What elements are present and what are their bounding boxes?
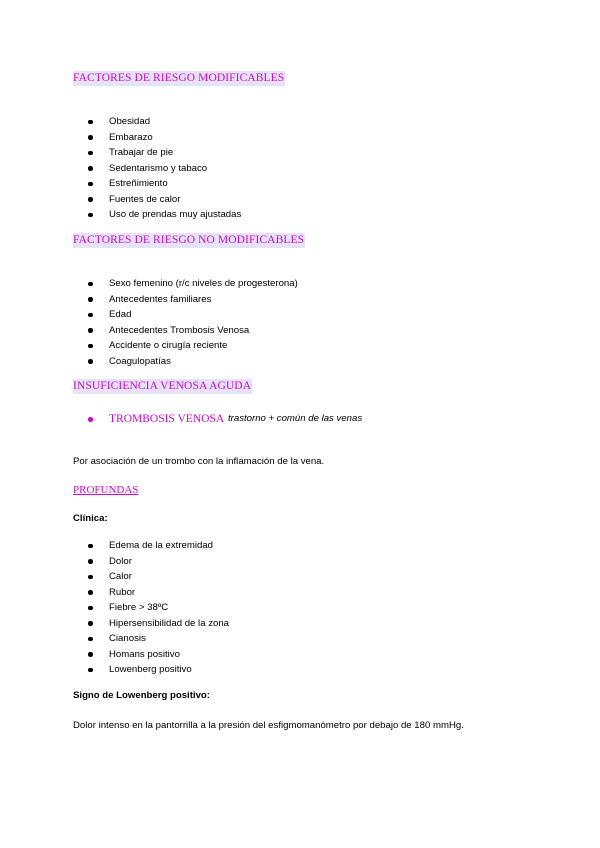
list-item: Cianosis [88,631,229,647]
bullet-icon [88,559,93,564]
list-item: Fiebre > 38ºC [88,600,229,616]
list-item: Homans positivo [88,647,229,663]
thrombosis-description: trastorno + común de las venas [228,413,363,424]
bullet-icon [88,544,93,549]
list-item: Antecedentes familiares [88,292,298,308]
bullet-icon [88,282,93,287]
bullet-icon [88,135,93,140]
lowenberg-label: Signo de Lowenberg positivo: [73,690,210,701]
bullet-icon [88,668,93,673]
list-item: Accidente o cirugía reciente [88,338,298,354]
bullet-icon [88,359,93,364]
clinical-signs-list [88,538,229,678]
bullet-icon [88,344,93,349]
list-item: Edema de la extremidad [88,538,229,554]
bullet-icon [88,120,93,125]
list-item: Sedentarismo y tabaco [88,161,241,177]
heading-modifiable-risk-factors: FACTORES DE RIESGO MODIFICABLES [73,72,285,84]
list-item: Hipersensibilidad de la zona [88,616,229,632]
bullet-icon [88,297,93,302]
list-item: Uso de prendas muy ajustadas [88,207,241,223]
bullet-icon [88,328,93,333]
bullet-icon [88,197,93,202]
list-item: Rubor [88,585,229,601]
list-item: Antecedentes Trombosis Venosa [88,323,298,339]
bullet-icon [88,637,93,642]
lowenberg-description: Dolor intenso en la pantorrilla a la presión del esfigmomanómetro por debajo de 180 mmHg. [73,720,464,731]
bullet-icon [88,151,93,156]
modifiable-risk-list [88,114,241,223]
list-item: Obesidad [88,114,241,130]
association-paragraph: Por asociación de un trombo con la inflamación de la vena. [73,456,325,467]
bullet-icon [88,621,93,626]
bullet-icon [88,166,93,171]
bullet-icon [88,575,93,580]
list-item: Embarazo [88,130,241,146]
non-modifiable-risk-list [88,276,298,369]
clinica-label: Clínica: [73,513,108,524]
list-item: Fuentes de calor [88,192,241,208]
list-item: Estreñimiento [88,176,241,192]
list-item: Coagulopatías [88,354,298,370]
heading-acute-venous-insufficiency: INSUFICIENCIA VENOSA AGUDA [73,380,252,392]
bullet-icon [88,606,93,611]
heading-non-modifiable-risk-factors: FACTORES DE RIESGO NO MODIFICABLES [73,234,305,246]
bullet-icon [88,417,93,422]
list-item: Sexo femenino (r/c niveles de progesterona) [88,276,298,292]
thrombosis-term: TROMBOSIS VENOSA [109,413,225,425]
list-item: Trabajar de pie [88,145,241,161]
bullet-icon [88,590,93,595]
list-item: Edad [88,307,298,323]
profundas-heading: PROFUNDAS [73,484,139,496]
list-item: Calor [88,569,229,585]
bullet-icon [88,313,93,318]
list-item: Lowenberg positivo [88,662,229,678]
bullet-icon [88,213,93,218]
bullet-icon [88,652,93,657]
list-item: Dolor [88,554,229,570]
bullet-icon [88,182,93,187]
